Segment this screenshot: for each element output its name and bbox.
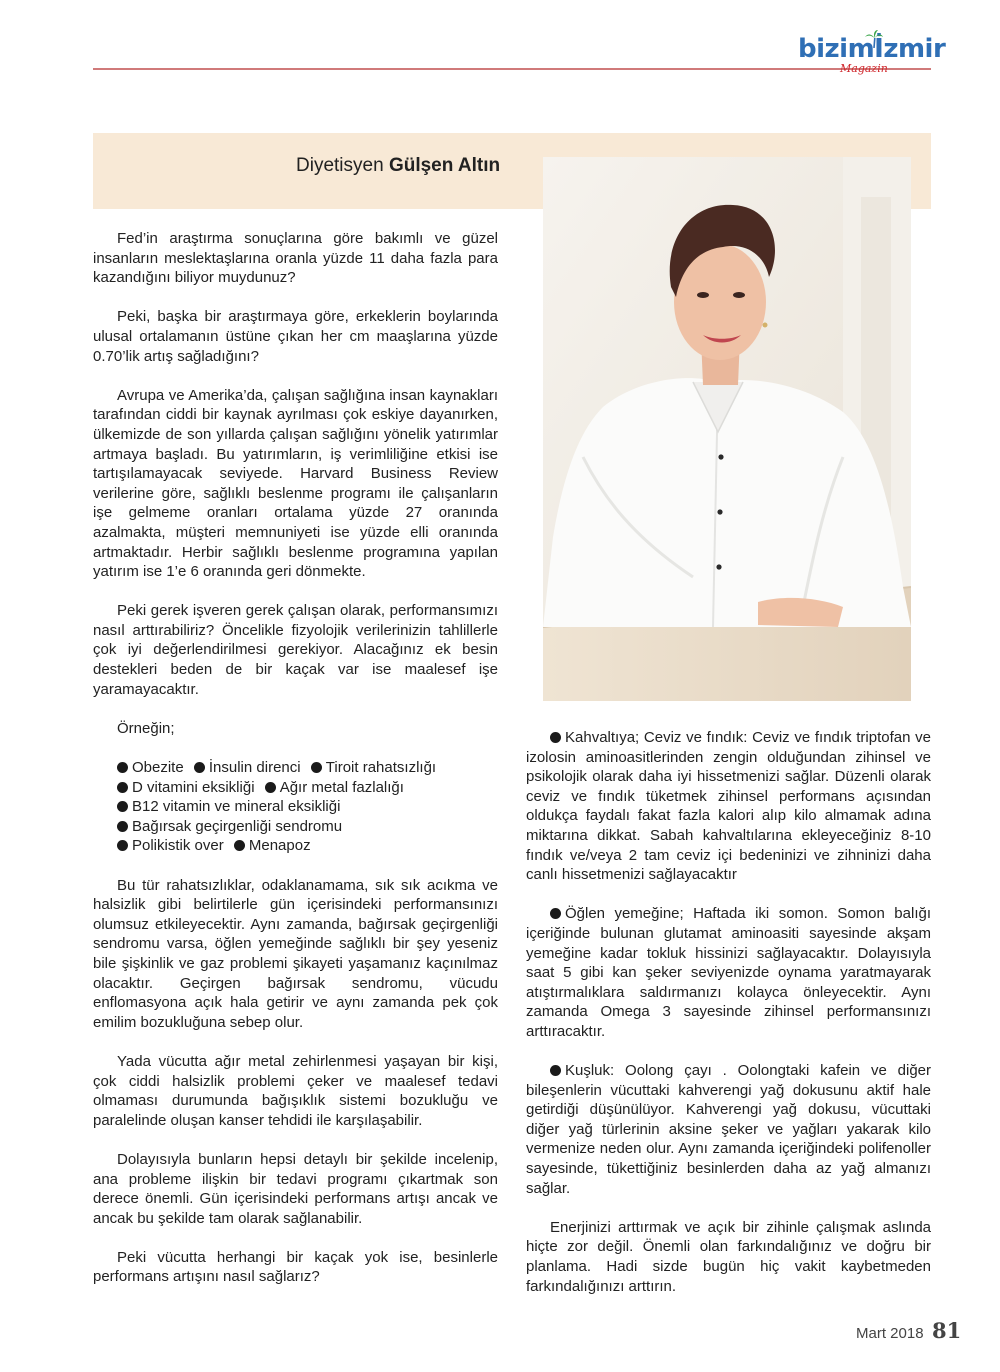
page-number: 81 [932,1318,962,1343]
logo-text: bizimİzmir [798,34,946,64]
right-column [526,728,931,1296]
bullet-icon [234,840,245,851]
bullet-icon [550,1065,561,1076]
author-name: Gülşen Altın [388,155,501,176]
magazine-logo [798,34,946,84]
author-role: Diyetisyen [296,155,384,176]
bullet-icon [117,840,128,851]
list-item: Obezite İnsulin direnci Tiroit rahatsızlığı [93,758,498,778]
bullet-icon [550,732,561,743]
food-tip: Kahvaltıya; Ceviz ve fındık: Ceviz ve fındık triptofan ve izolosin aminoasitlerinden zengin olduğundan zihinsel ve psikolojik olarak daha iyi hissetmenizi sağlar. Düzenli olarak ceviz ve fındık tüketmek zihinsel performans açısından oldukça faydalı fakat fazla kalori alıp kilo almamak adına miktarına dikkat. Sabah kahvaltılarına ekleyeceğiniz 8-10 fındık ve/veya 2 tam ceviz içi bedeninizi ve zihninizi daha canlı hissetmenizi sağlayacaktır [526,729,931,884]
paragraph: Fed’in araştırma sonuçlarına göre bakımlı ve güzel insanların meslektaşlarına oranla yüzde 11 daha fazla para kazandığını biliyor muydunuz? [93,230,498,287]
paragraph: Bu tür rahatsızlıklar, odaklanamama, sık sık acıkma ve halsizlik gibi belirtilerle gün içerisindeki performansınızı olumsuz etkileyecektir. Aynı zamanda, bağırsak geçirgenliği sendromu varsa, öğlen yemeğinde sağlıklı bir şey yeseniz bile şişkinlik ve gaz problemi şikayeti yaşamanız kaçınılmaz olacaktır. Geçirgen bağırsak sendromu, vücudu enflomasyona açık hala getirir ve aynı zamanda pek çok emilim bozukluğuna sebep olur. [93,876,498,1031]
bullet-icon [265,782,276,793]
bullet-icon [117,762,128,773]
bullet-icon [117,821,128,832]
paragraph: Avrupa ve Amerika’da, çalışan sağlığına insan kaynakları tarafından ciddi bir kaynak ayrılması çok eskiye dayanırken, ülkemizde de son yıllarda çalışan sağlığını yönelik yatırımlar artmaya başladı. Bu yatırımların, iş verimliliğine etkisi ise tartışılamayacak seviyede. Harvard Business Review verilerine göre, sağlıklı beslenme programı ile çalışanların işe gelmeme oranları ortalama yüzde 27 oranında azalmakta, müşteri memnuniyeti ise yüzde elli oranında artmaktadır. Herbir sağlıklı beslenme programına yapılan yatırım ise 1’e 6 oranında geri dönmekte. [93,386,498,581]
food-tip: Kuşluk: Oolong çayı . Oolongtaki kafein ve diğer bileşenlerin vücuttaki kahverengi yağ dokusunu aktif hale getirdiği düşünülüyor. Kahverengi yağ dokusu, vücuttaki diğer yağ türlerinin aksine şeker ve yağları yakarak kilo vermenize neden olur. Aynı zamanda içeriğindeki polifenoller sayesinde, tükettiğiniz besinlerden daha az yağ almanızı sağlar. [526,1062,931,1197]
left-column [93,229,498,1287]
paragraph: Yada vücutta ağır metal zehirlenmesi yaşayan bir kişi, çok ciddi halsizlik problemi çeker ve maalesef tedavi olmaması durumunda bağışıklık sistemi bozukluğu ve paralelinde oluşan kanser tehdidi ile karşılaşabilir. [93,1052,498,1129]
food-tip: Öğlen yemeğine; Haftada iki somon. Somon balığı içeriğinde bulunan glutamat aminoasiti sayesinde akşam yemeğine kadar tokluk hissinizi sağlayacaktır. Dolayısıyla saat 5 gibi kan şeker seviyenizde oynama yaratmayarak atıştırmalıklara saldırmanızı kolayca önleyecektir. Aynı zamanda Omega 3 sayesinde zihinsel performansınızı arttıracaktır. [526,905,931,1040]
closing-question: Peki vücutta herhangi bir kaçak yok ise, besinlerle performans artışını nasıl sağlarız? [93,1248,498,1286]
issue-date: Mart 2018 [856,1325,924,1342]
page-footer [856,1318,961,1343]
condition-list [93,758,498,856]
bullet-icon [117,801,128,812]
palm-tree-icon [864,30,884,48]
list-item: Bağırsak geçirgenliği sendromu [93,817,498,837]
paragraph: Peki, başka bir araştırmaya göre, erkeklerin boylarında ulusal ortalamanın üstüne çıkan her cm maaşlarına yüzde 0.70’lik artış sağladığını? [93,308,498,365]
example-heading: Örneğin; [117,719,175,737]
paragraph: Dolayısıyla bunların hepsi detaylı bir şekilde incelenip, ana probleme ilişkin bir tedavi programı çıkartmak son derece önemli. Gün içerisindeki performans artışı ancak ve ancak bu şekilde tam olarak sağlanabilir. [93,1150,498,1227]
list-item: B12 vitamin ve mineral eksikliği [93,797,498,817]
bullet-icon [311,762,322,773]
author-photo [543,157,911,701]
list-item: D vitamini eksikliği Ağır metal fazlalığı [93,778,498,798]
paragraph: Peki gerek işveren gerek çalışan olarak, performansımızı nasıl arttırabiliriz? Öncelikle fizyolojik verilerinizin tahlillerle çok iyi değerlendirilmesi gerekiyor. Alacağınız ek besin destekleri beden de bir kaçak var ise maalesef işe yaramayacaktır. [93,602,498,698]
list-item: Polikistik over Menapoz [93,836,498,856]
bullet-icon [194,762,205,773]
author-byline [296,155,500,177]
portrait-illustration [543,157,911,701]
conclusion-paragraph: Enerjinizi arttırmak ve açık bir zihinle çalışmak aslında hiçte zor değil. Önemli olan farkındalığınız ve doğru bir planlama. Hadi sizde bugün hiç vakit kaybetmeden farkındalığınızı arttırın. [526,1218,931,1295]
bullet-icon [117,782,128,793]
logo-subtitle: Magazin [840,62,888,75]
bullet-icon [550,908,561,919]
